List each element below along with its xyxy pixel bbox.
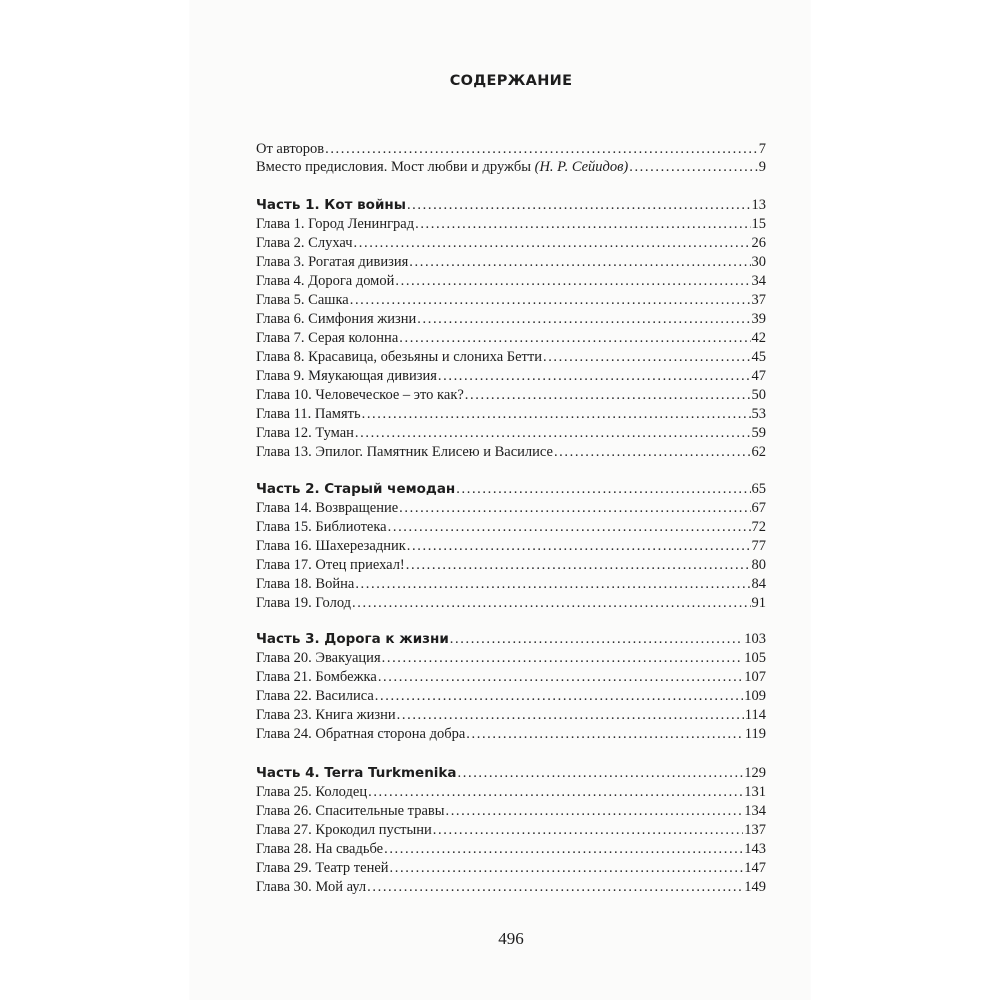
leader-dots	[355, 425, 751, 442]
toc-entry-page: 39	[751, 311, 766, 327]
leader-dots	[395, 273, 750, 290]
toc-entry	[256, 707, 766, 725]
toc-part	[256, 481, 766, 499]
leader-dots	[375, 688, 743, 705]
toc-entry	[256, 444, 766, 462]
toc-entry-title: Глава 13. Эпилог. Памятник Елисею и Василисе	[256, 444, 553, 460]
toc-entry-page: 119	[744, 726, 766, 742]
toc-entry-title: Глава 19. Голод	[256, 595, 352, 611]
leader-dots	[355, 576, 750, 593]
toc-entry-title: Глава 23. Книга жизни	[256, 707, 396, 723]
toc-part-title: Часть 2. Старый чемодан	[256, 481, 456, 497]
leader-dots	[543, 349, 751, 366]
toc-entry-title: Глава 4. Дорога домой	[256, 273, 395, 289]
toc-entry	[256, 141, 766, 159]
toc-entry-page: 72	[751, 519, 766, 535]
toc-entry-title: Глава 11. Память	[256, 406, 361, 422]
toc-part-page: 13	[751, 197, 766, 213]
toc-entry-page: 114	[744, 707, 766, 723]
leader-dots	[368, 784, 743, 801]
leader-dots	[388, 519, 751, 536]
toc-entry	[256, 576, 766, 594]
toc-entry-title: Глава 22. Василиса	[256, 688, 374, 704]
leader-dots	[450, 631, 743, 648]
toc-entry-title: Глава 26. Спасительные травы	[256, 803, 445, 819]
toc-part-title: Часть 4. Terra Turkmenika	[256, 765, 457, 781]
toc-entry-page: 131	[744, 784, 766, 800]
toc-entry-page: 47	[751, 368, 766, 384]
toc-entry	[256, 519, 766, 537]
toc-entry-title: Вместо предисловия. Мост любви и дружбы (Н. Р. Сейидов)	[256, 159, 629, 175]
toc-part-title: Часть 1. Кот войны	[256, 197, 406, 213]
toc-entry-title: Глава 18. Война	[256, 576, 355, 592]
toc-entry-page: 7	[758, 141, 766, 157]
toc-entry-page: 149	[744, 879, 766, 895]
toc-entry	[256, 330, 766, 348]
toc-entry-page: 77	[751, 538, 766, 554]
toc-entry	[256, 254, 766, 272]
toc-entry	[256, 538, 766, 556]
leader-dots	[407, 197, 751, 214]
toc-entry-page: 67	[751, 500, 766, 516]
toc-entry-title: Глава 1. Город Ленинград	[256, 216, 415, 232]
leader-dots	[433, 822, 743, 839]
toc-entry-page: 143	[744, 841, 766, 857]
toc-entry	[256, 688, 766, 706]
leader-dots	[382, 650, 744, 667]
toc-entry-page: 137	[744, 822, 766, 838]
toc-entry-page: 147	[744, 860, 766, 876]
toc-entry	[256, 500, 766, 518]
toc-entry-page: 80	[751, 557, 766, 573]
toc-entry-page: 134	[744, 803, 766, 819]
toc-part	[256, 631, 766, 649]
toc-entry	[256, 595, 766, 613]
toc-entry	[256, 311, 766, 329]
leader-dots	[399, 500, 750, 517]
toc-part	[256, 765, 766, 783]
toc-entry-title: Глава 9. Мяукающая дивизия	[256, 368, 437, 384]
toc-entry-title: От авторов	[256, 141, 325, 157]
toc-entry-author: (Н. Р. Сейидов)	[534, 159, 629, 175]
toc-entry	[256, 235, 766, 253]
page-number: 496	[498, 929, 524, 948]
toc-entry-page: 34	[751, 273, 766, 289]
toc-entry	[256, 860, 766, 878]
toc-entry-title: Глава 29. Театр теней	[256, 860, 389, 876]
toc-entry-page: 15	[751, 216, 766, 232]
toc-entry	[256, 387, 766, 405]
toc-entry-page: 42	[751, 330, 766, 346]
leader-dots	[352, 595, 750, 612]
leader-dots	[397, 707, 744, 724]
leader-dots	[407, 538, 751, 555]
leader-dots	[367, 879, 743, 896]
toc-entry-title: Глава 14. Возвращение	[256, 500, 399, 516]
leader-dots	[390, 860, 744, 877]
toc-entry-page: 37	[751, 292, 766, 308]
toc-entry	[256, 292, 766, 310]
leader-dots	[378, 669, 743, 686]
toc-part-title: Часть 3. Дорога к жизни	[256, 631, 449, 647]
leader-dots	[458, 765, 744, 782]
toc-entry	[256, 879, 766, 897]
toc-entry-title: Глава 3. Рогатая дивизия	[256, 254, 409, 270]
toc-entry-title: Глава 28. На свадьбе	[256, 841, 384, 857]
toc-entry	[256, 159, 766, 177]
toc-entry-page: 84	[751, 576, 766, 592]
toc-entry-page: 9	[758, 159, 766, 175]
leader-dots	[406, 557, 751, 574]
toc-part-page: 129	[744, 765, 766, 781]
leader-dots	[354, 235, 751, 252]
toc-entry	[256, 406, 766, 424]
toc-entry-title: Глава 7. Серая колонна	[256, 330, 399, 346]
toc-entry-page: 45	[751, 349, 766, 365]
toc-entry	[256, 726, 766, 744]
toc-entry-title: Глава 16. Шахерезадник	[256, 538, 406, 554]
leader-dots	[417, 311, 750, 328]
toc-part	[256, 197, 766, 215]
toc-entry	[256, 349, 766, 367]
toc-entry-title: Глава 17. Отец приехал!	[256, 557, 405, 573]
toc-entry-page: 105	[744, 650, 766, 666]
leader-dots	[629, 159, 758, 176]
toc-entry	[256, 216, 766, 234]
leader-dots	[399, 330, 750, 347]
toc-entry-page: 30	[751, 254, 766, 270]
leader-dots	[325, 141, 758, 158]
toc-entry	[256, 803, 766, 821]
toc-entry-page: 59	[751, 425, 766, 441]
toc-entry	[256, 650, 766, 668]
toc-entry-page: 91	[751, 595, 766, 611]
toc-entry-title: Глава 21. Бомбежка	[256, 669, 377, 685]
leader-dots	[554, 444, 751, 461]
toc-entry	[256, 425, 766, 443]
toc-entry-title: Глава 6. Симфония жизни	[256, 311, 417, 327]
leader-dots	[362, 406, 751, 423]
toc-entry	[256, 841, 766, 859]
leader-dots	[350, 292, 751, 309]
leader-dots	[384, 841, 743, 858]
toc-entry-page: 62	[751, 444, 766, 460]
toc-entry	[256, 784, 766, 802]
toc-entry-title: Глава 2. Слухач	[256, 235, 353, 251]
toc-entry	[256, 557, 766, 575]
toc-entry	[256, 368, 766, 386]
leader-dots	[465, 387, 751, 404]
toc-entry-page: 53	[751, 406, 766, 422]
leader-dots	[466, 726, 744, 743]
leader-dots	[445, 803, 743, 820]
toc-entry-title: Глава 15. Библиотека	[256, 519, 387, 535]
toc-entry-page: 26	[751, 235, 766, 251]
toc-part-page: 103	[744, 631, 766, 647]
toc-entry-page: 109	[744, 688, 766, 704]
toc-entry-title: Глава 24. Обратная сторона добра	[256, 726, 466, 742]
toc-entry-title: Глава 30. Мой аул	[256, 879, 367, 895]
toc-entry-title: Глава 5. Сашка	[256, 292, 349, 308]
toc-entry-title: Глава 27. Крокодил пустыни	[256, 822, 432, 838]
toc-entry-title: Глава 10. Человеческое – это как?	[256, 387, 464, 403]
toc-part-page: 65	[751, 481, 766, 497]
toc-entry	[256, 669, 766, 687]
toc-entry	[256, 822, 766, 840]
toc-entry-page: 50	[751, 387, 766, 403]
leader-dots	[438, 368, 751, 385]
leader-dots	[456, 481, 750, 498]
toc-entry-title: Глава 25. Колодец	[256, 784, 368, 800]
toc-entry-title: Глава 20. Эвакуация	[256, 650, 381, 666]
toc-entry-page: 107	[744, 669, 766, 685]
toc-entry-title: Глава 12. Туман	[256, 425, 354, 441]
toc-entry	[256, 273, 766, 291]
toc-entry-title: Глава 8. Красавица, обезьяны и слониха Бетти	[256, 349, 542, 365]
toc-heading: СОДЕРЖАНИЕ	[449, 73, 573, 89]
leader-dots	[415, 216, 750, 233]
leader-dots	[409, 254, 750, 271]
